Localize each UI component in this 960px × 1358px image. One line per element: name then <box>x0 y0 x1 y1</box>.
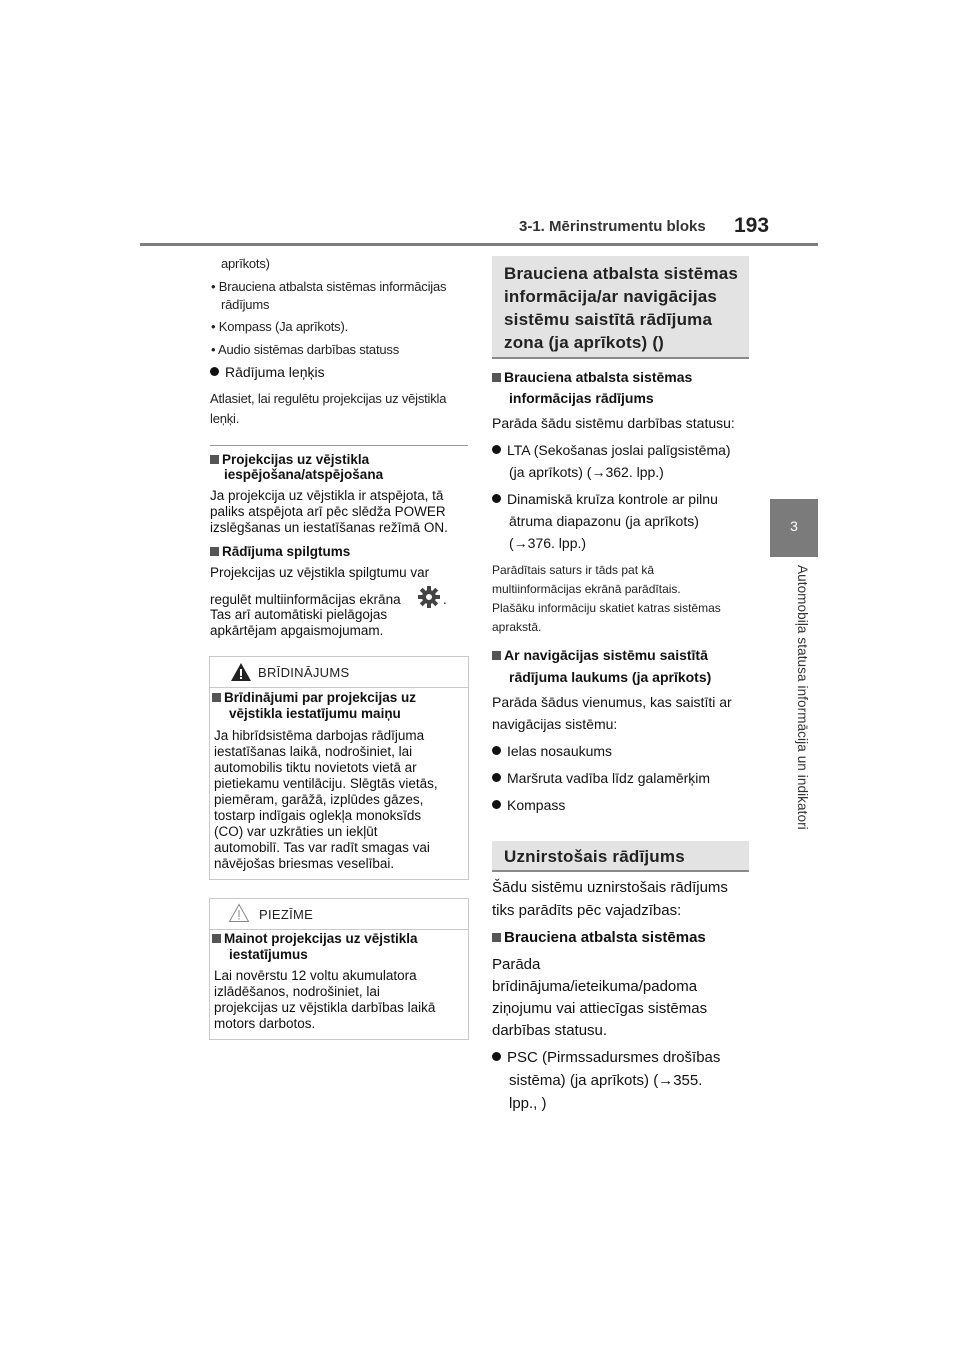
bullet-dot <box>492 494 501 503</box>
list-item <box>492 1047 720 1070</box>
notice-header <box>210 899 468 930</box>
navigation-heading <box>492 644 708 666</box>
section-header-driving-support <box>492 256 749 359</box>
list-item <box>492 740 612 763</box>
square-bullet <box>492 373 501 382</box>
popup-driving-support-heading-label: Brauciena atbalsta sistēmas <box>504 929 706 946</box>
caution-triangle-icon <box>228 903 250 923</box>
section-header-line: sistēmu saistītā rādījuma <box>504 310 713 329</box>
warning-heading-line: Brīdinājumi par projekcijas uz <box>224 690 417 705</box>
bullet-dot <box>492 800 501 809</box>
section-title: 3-1. Mērinstrumentu bloks <box>519 218 706 235</box>
square-bullet <box>212 934 221 943</box>
popup-text: brīdinājuma/ieteikuma/padoma <box>492 978 698 995</box>
brightness-text: apkārtējam apgaismojumam. <box>210 623 384 638</box>
bullet-dot <box>492 1052 501 1061</box>
section-divider <box>210 445 468 446</box>
notice-text: motors darbotos. <box>214 1016 316 1031</box>
warning-heading <box>212 690 416 706</box>
list-item <box>492 488 718 511</box>
notice-heading-line: Mainot projekcijas uz vējstikla <box>224 931 418 946</box>
top-line: aprīkots) <box>221 256 270 271</box>
driving-support-intro: Parāda šādu sistēmu darbības statusu: <box>492 415 735 431</box>
notice-text: izlādēšanos, nodrošiniet, lai <box>214 984 380 999</box>
list-item-label: Maršruta vadība līdz galamērķim <box>507 770 711 786</box>
notice-label: PIEZĪME <box>259 907 314 922</box>
popup-intro: Šādu sistēmu uznirstošais rādījums <box>492 879 728 896</box>
brightness-text: Tas arī automātiski pielāgojas <box>210 607 388 622</box>
period: . <box>443 592 447 607</box>
list-item <box>492 767 710 790</box>
angle-bullet <box>210 362 325 383</box>
list-item-label: Kompass <box>507 797 566 813</box>
warning-header <box>210 657 468 688</box>
driving-support-note: Parādītais saturs ir tāds pat kā <box>492 563 655 577</box>
warning-text: automobilī. Tas var radīt smagas vai <box>214 840 430 855</box>
enable-heading-line: iespējošana/atspējošana <box>224 467 384 482</box>
chapter-title: Automobiļa statusa informācija un indikatori <box>795 565 810 830</box>
driving-support-note: aprakstā. <box>492 620 542 634</box>
enable-heading <box>210 452 369 468</box>
list-item <box>492 439 731 462</box>
warning-text: (CO) var uzkrāties un iekļūt <box>214 824 378 839</box>
bullet-dot <box>492 773 501 782</box>
bullet-dot <box>210 367 219 376</box>
warning-text: pietiekamu ventilāciju. Slēgtās vietās, <box>214 776 438 791</box>
brightness-text: regulēt multiinformācijas ekrāna <box>210 592 401 607</box>
list-item-line: PSC (Pirmssadursmes drošības <box>507 1049 721 1066</box>
navigation-intro: Parāda šādus vienumus, kas saistīti ar <box>492 694 732 710</box>
warning-text: automobilis tiktu novietots vietā ar <box>214 760 417 775</box>
popup-intro: tiks parādīts pēc vajadzības: <box>492 902 682 919</box>
warning-label: BRĪDINĀJUMS <box>258 665 350 680</box>
square-bullet <box>212 693 221 702</box>
driving-support-heading <box>492 366 692 388</box>
square-bullet <box>492 933 501 942</box>
gear-icon <box>417 585 441 609</box>
notice-heading-line: iestatījumus <box>229 947 308 962</box>
square-bullet <box>210 547 219 556</box>
angle-text: Atlasiet, lai regulētu projekcijas uz vējstikla <box>210 391 447 406</box>
warning-text: piemēram, garāžā, izplūdes gāzes, <box>214 792 424 807</box>
bullet-dot <box>492 445 501 454</box>
angle-text: leņķi. <box>210 411 240 426</box>
brightness-heading <box>210 544 350 560</box>
brightness-text: Projekcijas uz vējstikla spilgtumu var <box>210 565 430 580</box>
warning-heading-line: vējstikla iestatījumu maiņu <box>229 706 401 721</box>
driving-support-heading-line: Brauciena atbalsta sistēmas <box>504 369 693 385</box>
list-item-line: ātruma diapazonu (ja aprīkots) <box>509 513 699 529</box>
popup-text: Parāda <box>492 956 541 973</box>
warning-text: tostarp indīgais oglekļa monoksīds <box>214 808 422 823</box>
top-line: • Kompass (Ja aprīkots). <box>211 319 349 334</box>
square-bullet <box>210 455 219 464</box>
popup-text: ziņojumu vai attiecīgas sistēmas <box>492 1000 708 1017</box>
angle-bullet-label: Rādījuma leņķis <box>225 364 325 380</box>
warning-text: Ja hibrīdsistēma darbojas rādījuma <box>214 728 425 743</box>
top-line: rādījums <box>221 297 270 312</box>
list-item-line: (ja aprīkots) (→362. lpp.) <box>509 464 664 480</box>
navigation-heading-line: rādījuma laukums (ja aprīkots) <box>509 669 712 685</box>
top-line: • Audio sistēmas darbības statuss <box>211 342 399 357</box>
section-header-line: Uznirstošais rādījums <box>504 847 685 866</box>
list-item-line: lpp., ) <box>509 1095 547 1112</box>
section-header-line: zona (ja aprīkots) () <box>504 333 665 352</box>
navigation-intro: navigācijas sistēmu: <box>492 716 618 732</box>
page-number: 193 <box>734 214 770 237</box>
enable-text: paliks atspējota arī pēc slēdža POWER <box>210 504 446 519</box>
driving-support-note: multiinformācijas ekrānā parādītais. <box>492 582 681 596</box>
enable-heading-line: Projekcijas uz vējstikla <box>222 452 370 467</box>
notice-text: projekcijas uz vējstikla darbības laikā <box>214 1000 436 1015</box>
chapter-number: 3 <box>790 518 798 534</box>
section-header-line: informācija/ar navigācijas <box>504 287 718 306</box>
list-item-line: (→376. lpp.) <box>509 535 587 551</box>
warning-triangle-icon <box>230 662 252 682</box>
notice-text: Lai novērstu 12 voltu akumulatora <box>214 968 417 983</box>
warning-text: iestatīšanas laikā, nodrošiniet, lai <box>214 744 413 759</box>
driving-support-heading-line: informācijas rādījums <box>509 390 654 406</box>
enable-text: Ja projekcija uz vējstikla ir atspējota, tā <box>210 488 444 503</box>
popup-driving-support-heading <box>492 927 706 949</box>
list-item <box>492 794 565 817</box>
navigation-heading-line: Ar navigācijas sistēmu saistītā <box>504 647 708 663</box>
square-bullet <box>492 651 501 660</box>
popup-text: darbības statusu. <box>492 1022 608 1039</box>
list-item-line: Dinamiskā kruīza kontrole ar pilnu <box>507 491 718 507</box>
warning-text: nāvējošas briesmas veselībai. <box>214 856 395 871</box>
bullet-dot <box>492 746 501 755</box>
brightness-heading-label: Rādījuma spilgtums <box>222 544 351 559</box>
notice-heading <box>212 931 418 947</box>
top-line: • Brauciena atbalsta sistēmas informācijas <box>211 279 447 294</box>
driving-support-note: Plašāku informāciju skatiet katras sistēmas <box>492 601 721 615</box>
list-item-line: sistēma) (ja aprīkots) (→355. <box>509 1072 703 1089</box>
enable-text: izslēgšanas un iestatīšanas režīmā ON. <box>210 520 448 535</box>
list-item-line: LTA (Sekošanas joslai palīgsistēma) <box>507 442 731 458</box>
section-header-popup <box>492 841 749 872</box>
list-item-label: Ielas nosaukums <box>507 743 613 759</box>
header-rule <box>140 243 818 246</box>
section-header-line: Brauciena atbalsta sistēmas <box>504 264 739 283</box>
